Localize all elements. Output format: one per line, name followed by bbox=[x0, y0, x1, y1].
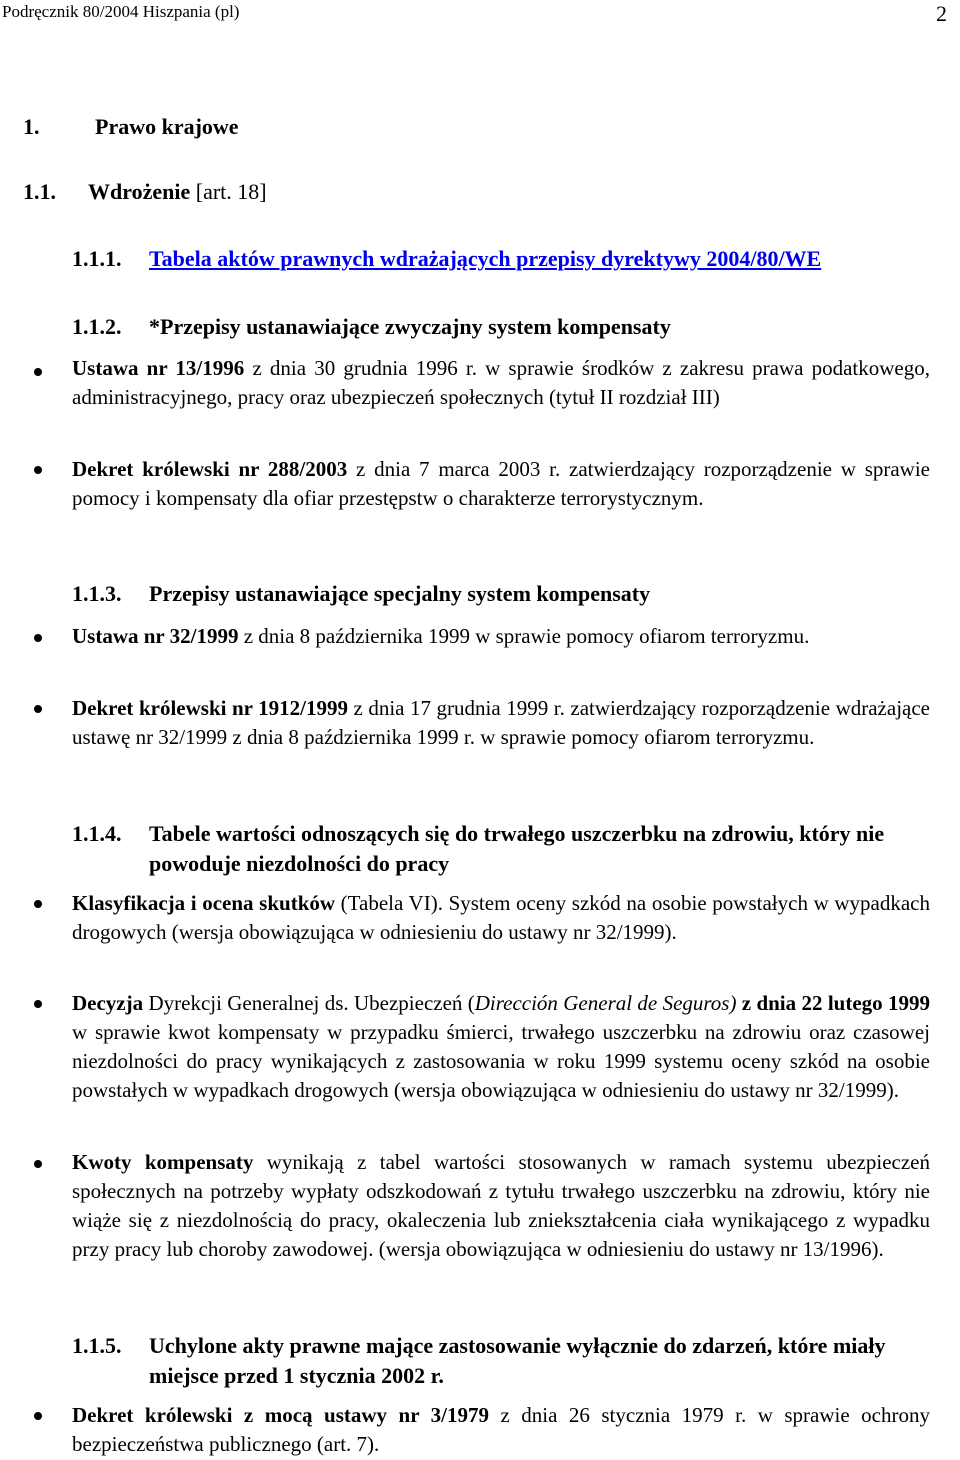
section-title: Wdrożenie bbox=[88, 179, 191, 204]
section-1-1-3-heading bbox=[72, 581, 650, 607]
section-number: 1.1. bbox=[23, 179, 56, 204]
act-name: Ustawa nr 13/1996 bbox=[72, 356, 245, 380]
section-1-1-5-heading bbox=[72, 1331, 902, 1391]
section-number: 1.1.4. bbox=[72, 821, 122, 846]
bullet-icon bbox=[34, 900, 42, 908]
section-title: Uchylone akty prawne mające zastosowanie wyłącznie do zdarzeń, które miały miejsce przed 1 stycznia 2002 r. bbox=[149, 1333, 886, 1388]
section-title: Prawo krajowe bbox=[95, 114, 239, 139]
act-date: z dnia 22 lutego 1999 bbox=[736, 991, 930, 1015]
act-name: Dekret królewski nr 1912/1999 bbox=[72, 696, 348, 720]
act-description: z dnia 7 marca 2003 r. zatwierdzający rozporządzenie w sprawie pomocy i kompensaty dla ofiar przestępstw o charakterze terrorystycznym. bbox=[72, 457, 930, 510]
institution-spanish-name: Dirección General de Seguros) bbox=[474, 991, 737, 1015]
bullet-icon bbox=[34, 634, 42, 642]
list-item bbox=[72, 354, 930, 412]
act-description: z dnia 17 grudnia 1999 r. zatwierdzający rozporządzenie wdrażające ustawę nr 32/1999 z dnia 8 października 1999 r. w sprawie pomocy ofiarom terroryzmu. bbox=[72, 696, 930, 749]
section-number: 1.1.5. bbox=[72, 1333, 122, 1358]
list-item bbox=[72, 455, 930, 513]
section-title-ref: [art. 18] bbox=[190, 179, 267, 204]
act-description: Dyrekcji Generalnej ds. Ubezpieczeń ( bbox=[143, 991, 475, 1015]
section-1-1-2-heading bbox=[72, 314, 671, 340]
bullet-icon bbox=[34, 705, 42, 713]
list-item bbox=[72, 889, 930, 947]
section-1-1-heading bbox=[23, 179, 267, 205]
act-name: Decyzja bbox=[72, 991, 144, 1015]
section-number: 1.1.3. bbox=[72, 581, 122, 606]
bullet-icon bbox=[34, 368, 42, 376]
list-item bbox=[72, 694, 930, 752]
act-name: Dekret królewski z mocą ustawy nr 3/1979 bbox=[72, 1403, 489, 1427]
act-name: Ustawa nr 32/1999 bbox=[72, 624, 239, 648]
document-title: Podręcznik 80/2004 Hiszpania (pl) bbox=[2, 2, 240, 21]
section-number: 1.1.2. bbox=[72, 314, 122, 339]
section-1-1-1-heading bbox=[72, 246, 821, 272]
transposition-table-link[interactable]: Tabela aktów prawnych wdrażających przepisy dyrektywy 2004/80/WE bbox=[149, 246, 822, 271]
act-description: z dnia 8 października 1999 w sprawie pomocy ofiarom terroryzmu. bbox=[238, 624, 810, 648]
bullet-icon bbox=[34, 1000, 42, 1008]
bullet-icon bbox=[34, 1160, 42, 1168]
bullet-icon bbox=[34, 1412, 42, 1420]
act-description: z dnia 30 grudnia 1996 r. w sprawie środków z zakresu prawa podatkowego, administracyjnego, pracy oraz ubezpieczeń społecznych (tytuł II rozdział III) bbox=[72, 356, 931, 409]
act-description: z dnia 26 stycznia 1979 r. w sprawie ochrony bezpieczeństwa publicznego (art. 7). bbox=[72, 1403, 930, 1456]
section-title: Przepisy ustanawiające specjalny system kompensaty bbox=[149, 581, 651, 606]
act-name: Kwoty kompensaty bbox=[72, 1150, 254, 1174]
section-title: Tabele wartości odnoszących się do trwałego uszczerbku na zdrowiu, który nie powoduje niezdolności do pracy bbox=[149, 821, 885, 876]
list-item bbox=[72, 989, 930, 1105]
section-number: 1. bbox=[23, 114, 40, 139]
section-title: *Przepisy ustanawiające zwyczajny system kompensaty bbox=[149, 314, 671, 339]
section-1-1-4-heading bbox=[72, 819, 902, 879]
list-item bbox=[72, 1148, 930, 1264]
act-name: Dekret królewski nr 288/2003 bbox=[72, 457, 348, 481]
list-item bbox=[72, 1401, 930, 1459]
page-number: 2 bbox=[936, 1, 947, 26]
act-name: Klasyfikacja i ocena skutków bbox=[72, 891, 336, 915]
section-number: 1.1.1. bbox=[72, 246, 122, 271]
section-1-heading bbox=[23, 114, 239, 140]
bullet-icon bbox=[34, 466, 42, 474]
act-description-continued: w sprawie kwot kompensaty w przypadku śmierci, trwałego uszczerbku na zdrowiu oraz czasowej niezdolności do pracy wynikających z zastosowania w roku 1999 systemu oceny szkód na osobie powstałych w wypadkach drogowych (wersja obowiązująca w odniesieniu do ustawy nr 32/1999). bbox=[72, 1020, 930, 1102]
list-item bbox=[72, 622, 930, 651]
act-description: wynikają z tabel wartości stosowanych w ramach systemu ubezpieczeń społecznych na potrzeby wypłaty odszkodowań z tytułu trwałego uszczerbku na zdrowiu, który nie wiąże się z niezdolnością do pracy, okaleczenia lub zniekształcenia ciała wynikającego z wypadku przy pracy lub choroby zawodowej. (wersja obowiązująca w odniesieniu do ustawy nr 13/1996). bbox=[72, 1150, 930, 1261]
act-description: (Tabela VI). System oceny szkód na osobie powstałych w wypadkach drogowych (wersja obowiązująca w odniesieniu do ustawy nr 32/1999). bbox=[72, 891, 930, 944]
